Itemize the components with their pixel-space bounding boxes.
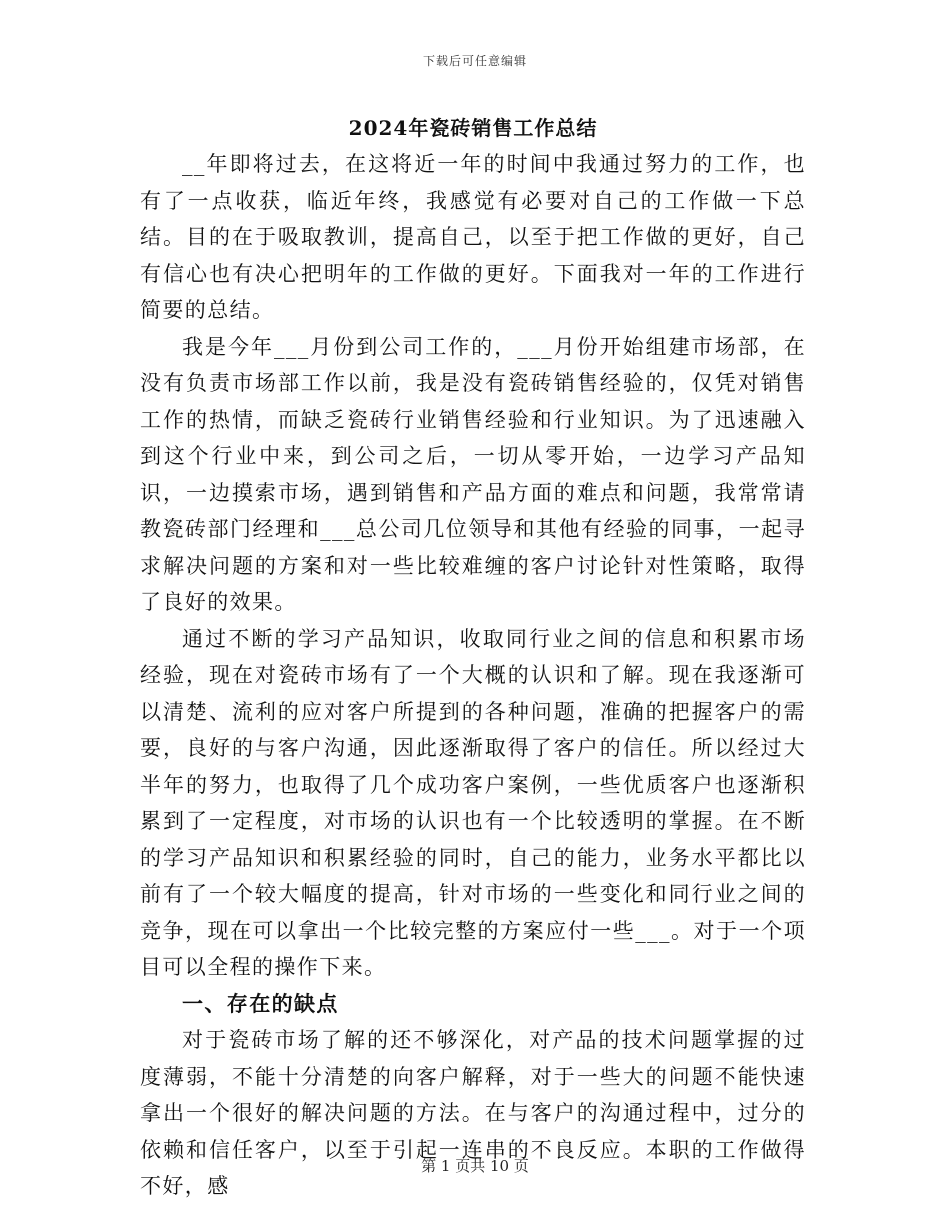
document-body — [140, 110, 806, 1205]
paragraph-progress: 通过不断的学习产品知识，收取同行业之间的信息和积累市场经验，现在对瓷砖市场有了一个大概的认识和了解。现在我逐渐可以清楚、流利的应对客户所提到的各种问题，准确的把握客户的需要，良好的与客户沟通，因此逐渐取得了客户的信任。所以经过大半年的努力，也取得了几个成功客户案例，一些优质客户也逐渐积累到了一定程度，对市场的认识也有一个比较透明的掌握。在不断的学习产品知识和积累经验的同时，自己的能力，业务水平都比以前有了一个较大幅度的提高，针对市场的一些变化和同行业之间的竞争，现在可以拿出一个比较完整的方案应付一些___。对于一个项目可以全程的操作下来。 — [140, 626, 806, 979]
paragraph-shortcomings: 对于瓷砖市场了解的还不够深化，对产品的技术问题掌握的过度薄弱，不能十分清楚的向客户解释，对于一些大的问题不能快速拿出一个很好的解决问题的方法。在与客户的沟通过程中，过分的依赖和信任客户，以至于引起一连串的不良反应。本职的工作做得不好，感 — [140, 1028, 806, 1198]
page-number-footer: 第 1 页共 10 页 — [421, 1157, 529, 1175]
section-heading-shortcomings: 一、存在的缺点 — [182, 990, 339, 1016]
paragraph-background: 我是今年___月份到公司工作的，___月份开始组建市场部，在没有负责市场部工作以前，我是没有瓷砖销售经验的，仅凭对销售工作的热情，而缺乏瓷砖行业销售经验和行业知识。为了迅速融入到这个行业中来，到公司之后，一切从零开始，一边学习产品知识，一边摸索市场，遇到销售和产品方面的难点和问题，我常常请教瓷砖部门经理和___总公司几位领导和其他有经验的同事，一起寻求解决问题的方案和对一些比较难缠的客户讨论针对性策略，取得了良好的效果。 — [140, 334, 806, 614]
page-header-note: 下载后可任意编辑 — [422, 54, 527, 68]
paragraph-intro: __年即将过去，在这将近一年的时间中我通过努力的工作，也有了一点收获，临近年终，我感觉有必要对自己的工作做一下总结。目的在于吸取教训，提高自己，以至于把工作做的更好，自己有信心也有决心把明年的工作做的更好。下面我对一年的工作进行简要的总结。 — [140, 152, 806, 322]
document-title: 2024年瓷砖销售工作总结 — [348, 116, 598, 140]
